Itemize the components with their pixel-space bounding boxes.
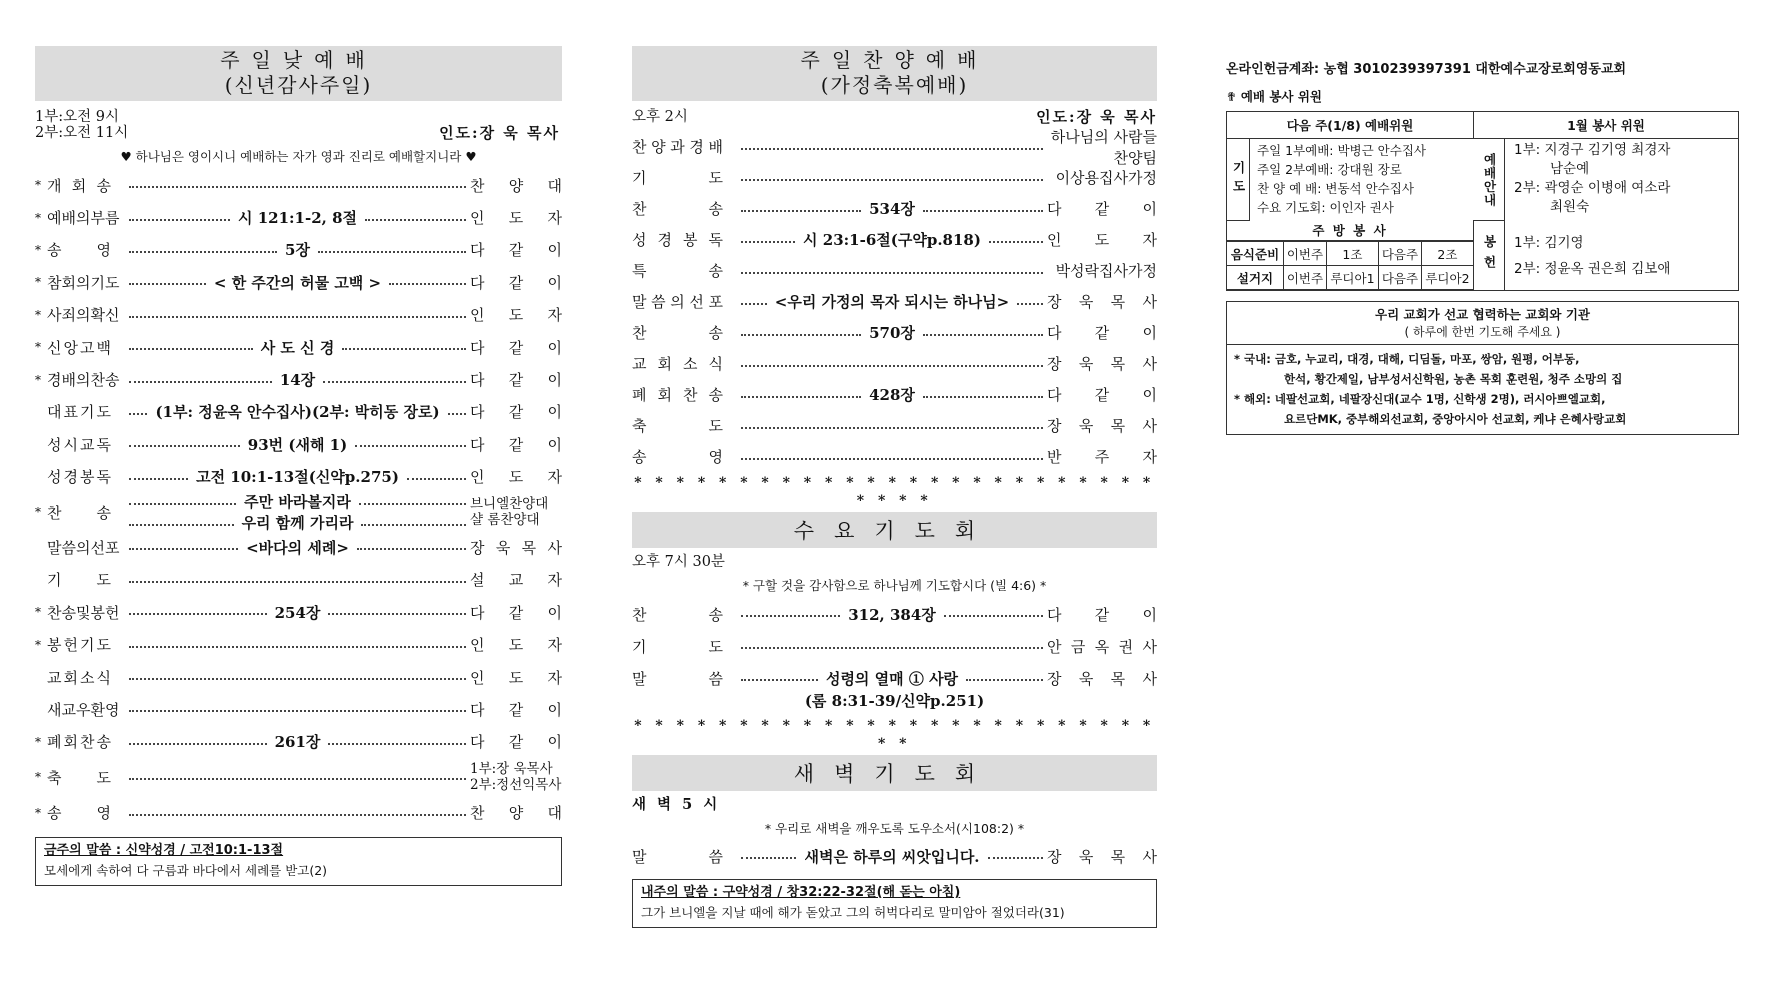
row-presenter bbox=[1047, 384, 1157, 405]
service-row bbox=[35, 461, 562, 493]
mission-line: * 해외: 네팔선교회, 네팔장신대(교수 1명, 신학생 2명), 러시아쁘엘교회, bbox=[1234, 392, 1606, 406]
row-content: 93번 (새해 1) bbox=[247, 435, 348, 454]
row-content: 우리 함께 가리라 bbox=[241, 514, 354, 533]
time-first: 1부:오전 9시 bbox=[35, 109, 119, 125]
presenter-text: 다 같 이 bbox=[470, 403, 562, 422]
service-times bbox=[35, 109, 562, 141]
service-row bbox=[35, 531, 562, 563]
volunteer-heading: ✟ 예배 봉사 위원 bbox=[1226, 89, 1322, 104]
row-content: 성령의 열매 ① 사랑 bbox=[825, 669, 959, 688]
row-content: (1부: 정윤옥 안수집사)(2부: 박히동 장로) bbox=[155, 403, 440, 422]
row-name: 성 경 봉 독 bbox=[47, 468, 111, 487]
presenter-text: 다 같 이 bbox=[1047, 324, 1157, 342]
service-row bbox=[35, 693, 562, 725]
row-presenter bbox=[470, 667, 562, 688]
cell: 다음주 bbox=[1378, 266, 1421, 290]
stand-marker: * bbox=[35, 734, 41, 749]
service-row bbox=[632, 598, 1157, 630]
prayer-line: 찬 양 예 배: 변동석 안수집사 bbox=[1257, 181, 1414, 196]
presenter-text: 다 같 이 bbox=[470, 435, 562, 454]
service-row bbox=[632, 841, 1157, 871]
service-row bbox=[35, 596, 562, 628]
row-content: < 한 주간의 허물 고백 > bbox=[213, 273, 382, 292]
service-row bbox=[35, 758, 562, 796]
row-presenter bbox=[470, 602, 562, 623]
order-of-service bbox=[35, 169, 562, 829]
verse-text: 모세에게 속하여 다 구름과 바다에서 세례를 받고(2) bbox=[44, 862, 328, 878]
time: 오후 7시 30분 bbox=[632, 554, 725, 570]
morning-service-column bbox=[35, 46, 562, 886]
service-row bbox=[632, 410, 1157, 441]
row-presenter bbox=[470, 272, 562, 293]
row-presenter bbox=[1047, 846, 1157, 867]
service-row bbox=[632, 317, 1157, 348]
row-presenter bbox=[1047, 604, 1157, 625]
row-presenter bbox=[470, 239, 562, 260]
row-content: 사 도 신 경 bbox=[260, 338, 335, 357]
presenter-text: 장 욱 목 사 bbox=[1047, 669, 1157, 688]
mission-line: 요르단MK, 중부해외선교회, 중앙아시아 선교회, 케냐 은혜사랑교회 bbox=[1284, 412, 1627, 426]
service-row bbox=[35, 493, 562, 531]
row-name: 말 씀 bbox=[632, 847, 723, 866]
row-name: 참 회 의 기 도 bbox=[47, 273, 120, 292]
row-name: 축 도 bbox=[47, 768, 111, 787]
row-content: 고전 10:1-13절(신약p.275) bbox=[196, 468, 399, 487]
service-row bbox=[632, 630, 1157, 662]
presenter-text: 인 도 자 bbox=[470, 306, 562, 325]
row-presenter bbox=[470, 634, 562, 655]
service-row bbox=[35, 169, 562, 201]
row-content: 시 23:1-6절(구약p.818) bbox=[803, 231, 981, 249]
service-row bbox=[35, 331, 562, 363]
title-line2: (신년감사주일) bbox=[224, 73, 373, 97]
stand-marker: * bbox=[35, 372, 41, 387]
prayer-line: 수요 기도회: 이인자 권사 bbox=[1257, 200, 1394, 215]
row-presenter bbox=[470, 175, 562, 196]
offering-line: 2부: 정윤옥 권은희 김보애 bbox=[1514, 261, 1671, 277]
row-presenter bbox=[1047, 322, 1157, 343]
row-content: 새벽은 하루의 씨앗입니다. bbox=[804, 847, 980, 866]
presenter-text: 다 같 이 bbox=[470, 700, 562, 719]
presenter-text: 다 같 이 bbox=[1047, 386, 1157, 404]
row-name: 찬 송 및 봉 헌 bbox=[47, 603, 120, 622]
row-name: 찬 송 bbox=[632, 605, 723, 624]
leader: 인도:장 욱 목사 bbox=[439, 124, 560, 142]
row-content: 570장 bbox=[869, 324, 915, 342]
verse-box bbox=[35, 837, 562, 886]
presenter-text: 다 같 이 bbox=[470, 241, 562, 260]
row-content: 428장 bbox=[869, 386, 915, 404]
cell: 설거지 bbox=[1227, 266, 1284, 290]
cell: 루디아2 bbox=[1421, 266, 1473, 290]
row-name: 예 배 의 부 름 bbox=[47, 209, 120, 228]
stand-marker: * bbox=[35, 605, 41, 620]
row-name: 폐 회 찬 송 bbox=[632, 386, 723, 404]
presenter-text: 인 도 자 bbox=[470, 468, 562, 487]
row-content: <바다의 세례> bbox=[246, 538, 349, 557]
presenter-text: 박성락집사가정 bbox=[1055, 262, 1157, 280]
service-row bbox=[35, 363, 562, 395]
service-row bbox=[632, 255, 1157, 286]
prayer-line: 주일 2부예배: 강대원 장로 bbox=[1257, 162, 1402, 177]
row-presenter bbox=[1047, 167, 1157, 188]
service-row bbox=[35, 796, 562, 828]
row-presenter bbox=[470, 434, 562, 455]
presenter-text: 다 같 이 bbox=[470, 338, 562, 357]
row-presenter bbox=[470, 337, 562, 358]
row-presenter bbox=[1047, 446, 1157, 467]
row-name: 기 도 bbox=[47, 571, 111, 590]
row-name: 새 교 우 환 영 bbox=[47, 700, 120, 719]
row-name: 말 씀 bbox=[632, 669, 723, 688]
presenter-text: 찬 양 대 bbox=[470, 176, 562, 195]
star-divider-2: * * * * * * * * * * * * * * * * * * * * * * * * * * * bbox=[634, 718, 1155, 752]
row-name: 폐 회 찬 송 bbox=[47, 733, 111, 752]
service-row bbox=[632, 286, 1157, 317]
presenter-text: 하나님의 사람들 찬양팀 bbox=[1050, 127, 1157, 167]
row-presenter bbox=[1047, 636, 1157, 657]
presenter-text: 인 도 자 bbox=[470, 636, 562, 655]
row-content: 시 121:1-2, 8절 bbox=[237, 209, 358, 228]
stand-marker: * bbox=[35, 275, 41, 290]
guide-line: 2부: 곽영순 이병애 여소라 bbox=[1514, 180, 1671, 196]
row-presenter bbox=[470, 699, 562, 720]
presenter-text: 인 도 자 bbox=[1047, 231, 1157, 249]
row-content: 261장 bbox=[274, 733, 321, 752]
verse-text: 그가 브니엘을 지날 때에 해가 돋았고 그의 허벅다리로 말미암아 절었더라(31) bbox=[641, 905, 1065, 920]
row-name: 기 도 bbox=[632, 169, 723, 187]
info-column bbox=[1226, 58, 1739, 435]
row-presenter bbox=[1047, 291, 1157, 312]
row-name: 기 도 bbox=[632, 637, 723, 656]
service-row bbox=[35, 266, 562, 298]
presenter-text: 장 욱 목 사 bbox=[470, 538, 562, 557]
row-presenter bbox=[470, 304, 562, 325]
presenter-text: 반 주 자 bbox=[1047, 448, 1157, 466]
row-presenter bbox=[470, 496, 562, 528]
time: 오후 2시 bbox=[632, 109, 688, 125]
service-row bbox=[35, 628, 562, 660]
wednesday-motto: * 구할 것을 감사함으로 하나님께 기도합시다 (빌 4:6) * bbox=[742, 578, 1047, 593]
verse-heading: 내주의 말씀 : 구약성경 / 창32:22-32절(해 돋는 아침) bbox=[641, 885, 961, 900]
stand-marker: * bbox=[35, 637, 41, 652]
presenter-text: 찬 양 대 bbox=[470, 804, 562, 823]
mission-list bbox=[1234, 349, 1731, 429]
row-content: 534장 bbox=[869, 200, 915, 218]
time: 새 벽 5 시 bbox=[632, 796, 721, 813]
row-name: 찬 송 bbox=[47, 503, 111, 522]
kitchen-header: 주 방 봉 사 bbox=[1227, 220, 1474, 241]
prayer-label: 기도 bbox=[1227, 139, 1250, 221]
row-presenter bbox=[470, 537, 562, 558]
row-content: <우리 가정의 목자 되시는 하나님> bbox=[774, 293, 1010, 311]
praise-order bbox=[632, 127, 1157, 472]
mission-box bbox=[1226, 301, 1739, 435]
row-name: 송 영 bbox=[47, 804, 111, 823]
mission-subtitle: ( 하루에 한번 기도해 주세요 ) bbox=[1404, 325, 1561, 339]
row-presenter bbox=[470, 401, 562, 422]
row-name: 찬 송 bbox=[632, 200, 723, 218]
guide-line: 최원숙 bbox=[1550, 199, 1590, 215]
service-row bbox=[35, 428, 562, 460]
cell: 다음주 bbox=[1378, 242, 1421, 266]
row-name: 대 표 기 도 bbox=[47, 403, 111, 422]
stand-marker: * bbox=[35, 770, 41, 785]
presenter-line: 2부:정선익목사 bbox=[470, 777, 562, 794]
row-name: 말 씀 의 선 포 bbox=[632, 293, 723, 311]
row-content: 14장 bbox=[279, 371, 316, 390]
praise-service-column bbox=[632, 46, 1157, 928]
offering-line: 1부: 김기영 bbox=[1514, 235, 1584, 251]
service-row bbox=[35, 661, 562, 693]
presenter-text: 인 도 자 bbox=[470, 668, 562, 687]
presenter-text: 설 교 자 bbox=[470, 571, 562, 590]
presenter-line: 샬 롬찬양대 bbox=[470, 512, 540, 529]
presenter-line: 1부:장 욱목사 bbox=[470, 761, 553, 778]
presenter-text: 장 욱 목 사 bbox=[1047, 847, 1157, 866]
row-presenter bbox=[470, 731, 562, 752]
service-row bbox=[632, 162, 1157, 193]
row-name: 개 회 송 bbox=[47, 176, 111, 195]
row-content: 주만 바라볼지라 bbox=[244, 493, 351, 512]
leader: 인도:장 욱 목사 bbox=[1036, 108, 1157, 126]
presenter-text: 장 욱 목 사 bbox=[1047, 355, 1157, 373]
guide-line: 1부: 지경구 김기영 최경자 bbox=[1514, 142, 1671, 158]
row-name: 교 회 소 식 bbox=[632, 355, 723, 373]
cell: 음식준비 bbox=[1227, 242, 1284, 266]
praise-service-title bbox=[632, 46, 1157, 101]
stand-marker: * bbox=[35, 307, 41, 322]
stand-marker: * bbox=[35, 505, 41, 520]
volunteer-table bbox=[1226, 111, 1739, 291]
service-row bbox=[35, 234, 562, 266]
prayer-list bbox=[1257, 141, 1471, 217]
row-presenter bbox=[470, 369, 562, 390]
service-row bbox=[35, 564, 562, 596]
row-presenter bbox=[1047, 198, 1157, 219]
presenter-text: 다 같 이 bbox=[470, 733, 562, 752]
offering-label: 봉헌 bbox=[1474, 220, 1505, 290]
cell: 이번주 bbox=[1284, 266, 1327, 290]
row-presenter bbox=[470, 569, 562, 590]
row-name: 송 영 bbox=[47, 241, 111, 260]
title-line1: 주일낮예배 bbox=[220, 48, 377, 72]
row-presenter bbox=[470, 761, 562, 793]
row-presenter bbox=[1047, 353, 1157, 374]
service-row bbox=[632, 224, 1157, 255]
stand-marker: * bbox=[35, 178, 41, 193]
mission-line: * 국내: 금호, 누교리, 대경, 대해, 디딤돌, 마포, 쌍암, 원평, 어부동, bbox=[1234, 352, 1580, 366]
guide-list bbox=[1514, 141, 1734, 217]
row-name: 성 시 교 독 bbox=[47, 435, 111, 454]
presenter-text: 안 금 옥 권 사 bbox=[1047, 637, 1157, 656]
service-time bbox=[632, 109, 1157, 125]
presenter-text: 다 같 이 bbox=[470, 371, 562, 390]
cell: 1조 bbox=[1326, 242, 1378, 266]
wednesday-order bbox=[632, 598, 1157, 694]
service-row bbox=[632, 662, 1157, 694]
title-line1: 주일찬양예배 bbox=[800, 48, 989, 72]
row-content: 312, 384장 bbox=[848, 605, 936, 624]
kitchen-table bbox=[1226, 241, 1474, 290]
verse-heading: 금주의 말씀 : 신약성경 / 고전10:1-13절 bbox=[44, 842, 284, 858]
row-presenter bbox=[470, 207, 562, 228]
cell: 2조 bbox=[1421, 242, 1473, 266]
dawn-motto: * 우리로 새벽을 깨우도록 도우소서(시108:2) * bbox=[764, 821, 1025, 836]
dawn-order bbox=[632, 841, 1157, 871]
next-week-header: 다음 주(1/8) 예배위원 bbox=[1227, 112, 1474, 139]
star-divider: * * * * * * * * * * * * * * * * * * * * * * * * * * * * * bbox=[634, 475, 1155, 509]
presenter-text: 다 같 이 bbox=[470, 273, 562, 292]
stand-marker: * bbox=[35, 805, 41, 820]
wednesday-title: 수요기도회 bbox=[632, 512, 1157, 548]
offering-list bbox=[1514, 230, 1734, 282]
row-name: 특 송 bbox=[632, 262, 723, 280]
guide-line: 남순예 bbox=[1550, 161, 1590, 177]
motto: ♥ 하나님은 영이시니 예배하는 자가 영과 진리로 예배할지니라 ♥ bbox=[120, 149, 477, 164]
row-name: 교 회 소 식 bbox=[47, 668, 111, 687]
presenter-text: 장 욱 목 사 bbox=[1047, 417, 1157, 435]
row-content: 5장 bbox=[285, 241, 310, 260]
row-name: 말 씀 의 선 포 bbox=[47, 538, 120, 557]
time-second: 2부:오전 11시 bbox=[35, 125, 129, 141]
presenter-text: 인 도 자 bbox=[470, 209, 562, 228]
stand-marker: * bbox=[35, 242, 41, 257]
offering-account: 온라인헌금계좌: 농협 3010239397391 대한예수교장로회영동교회 bbox=[1226, 62, 1627, 77]
row-presenter bbox=[1047, 229, 1157, 250]
service-row bbox=[35, 396, 562, 428]
row-name: 축 도 bbox=[632, 417, 723, 435]
wednesday-time bbox=[632, 554, 1157, 570]
service-row bbox=[632, 193, 1157, 224]
presenter-line: 브니엘찬양대 bbox=[470, 496, 549, 513]
service-row bbox=[632, 127, 1157, 167]
guide-label: 예배안내 bbox=[1474, 139, 1505, 221]
wednesday-reference: (롬 8:31-39/신약p.251) bbox=[804, 692, 985, 710]
service-row bbox=[35, 201, 562, 233]
title-line2: (가정축복예배) bbox=[820, 73, 969, 97]
service-row bbox=[632, 348, 1157, 379]
cell: 루디아1 bbox=[1326, 266, 1378, 290]
row-presenter bbox=[1047, 668, 1157, 689]
row-name: 성 경 봉 독 bbox=[632, 231, 723, 249]
dawn-time bbox=[632, 797, 1157, 813]
service-row bbox=[632, 379, 1157, 410]
cell: 이번주 bbox=[1284, 242, 1327, 266]
mission-title: 우리 교회가 선교 협력하는 교회와 기관 bbox=[1375, 307, 1590, 322]
mission-line: 한석, 황간제일, 남부성서신학원, 농촌 목회 훈련원, 청주 소망의 집 bbox=[1284, 372, 1623, 386]
service-row bbox=[35, 299, 562, 331]
row-presenter bbox=[1047, 260, 1157, 281]
row-presenter bbox=[470, 802, 562, 823]
row-name: 경 배 의 찬 송 bbox=[47, 371, 120, 390]
stand-marker: * bbox=[35, 210, 41, 225]
month-header: 1월 봉사 위원 bbox=[1474, 112, 1738, 139]
row-name: 신 앙 고 백 bbox=[47, 338, 111, 357]
presenter-text: 다 같 이 bbox=[1047, 605, 1157, 624]
next-verse-box bbox=[632, 879, 1157, 928]
stand-marker: * bbox=[35, 340, 41, 355]
presenter-text: 장 욱 목 사 bbox=[1047, 293, 1157, 311]
row-content: 254장 bbox=[274, 603, 321, 622]
row-name: 찬 양 과 경 배 bbox=[632, 138, 723, 156]
dawn-title: 새벽기도회 bbox=[632, 755, 1157, 791]
row-name: 사 죄 의 확 신 bbox=[47, 306, 120, 325]
presenter-text: 이상용집사가정 bbox=[1055, 169, 1157, 187]
row-name: 송 영 bbox=[632, 448, 723, 466]
row-name: 찬 송 bbox=[632, 324, 723, 342]
service-row bbox=[632, 441, 1157, 472]
prayer-line: 주일 1부예배: 박병근 안수집사 bbox=[1257, 143, 1426, 158]
presenter-text: 다 같 이 bbox=[1047, 200, 1157, 218]
row-name: 봉 헌 기 도 bbox=[47, 636, 111, 655]
row-presenter bbox=[1047, 415, 1157, 436]
row-presenter bbox=[470, 466, 562, 487]
presenter-text: 다 같 이 bbox=[470, 603, 562, 622]
morning-service-title bbox=[35, 46, 562, 101]
service-row bbox=[35, 726, 562, 758]
